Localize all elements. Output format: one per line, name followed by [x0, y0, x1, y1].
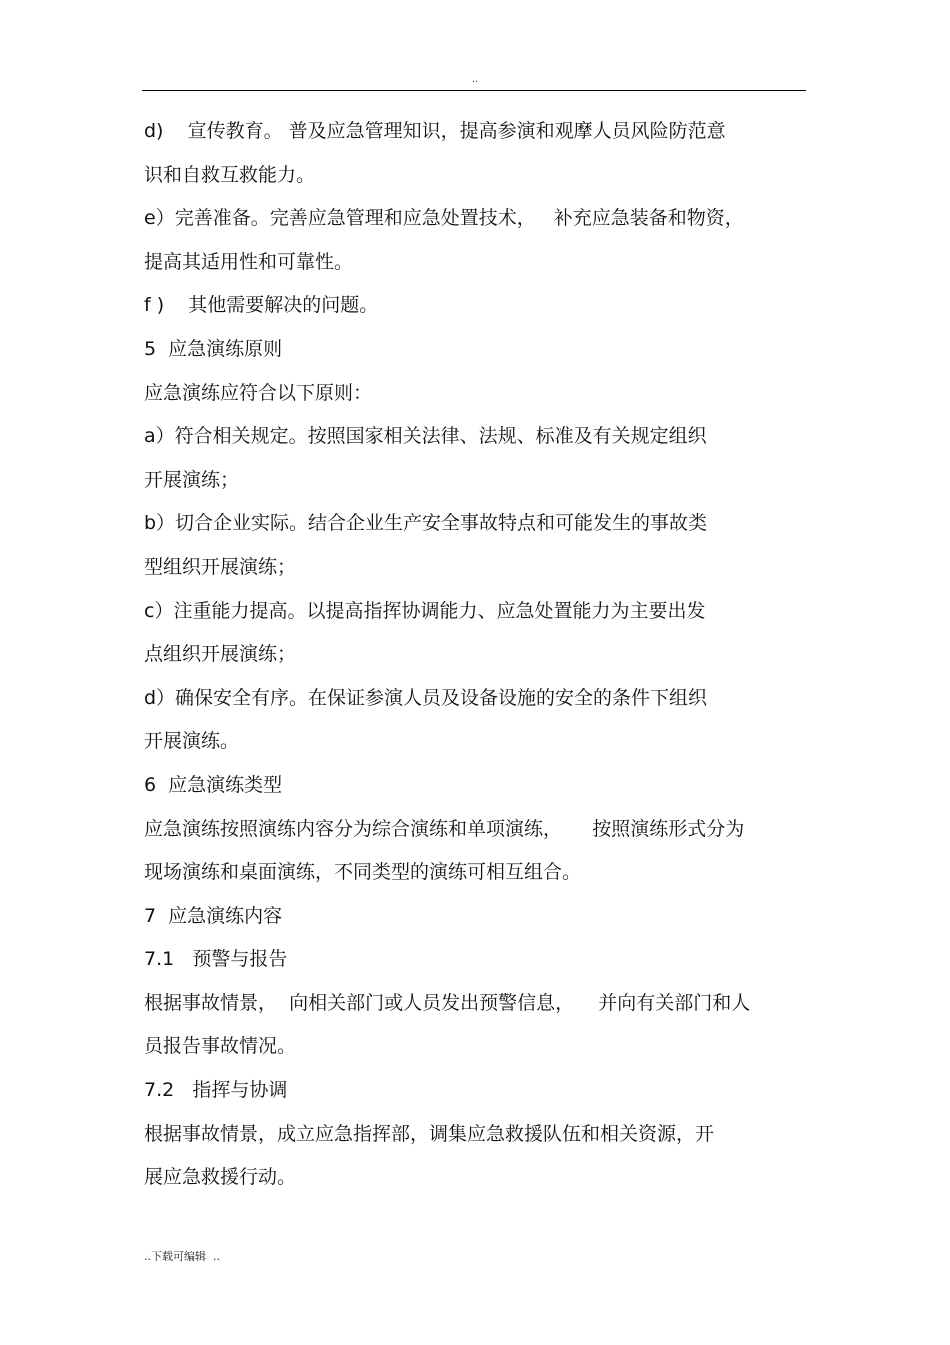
text-line: f ) 其他需要解决的问题。	[144, 294, 379, 317]
text-line: 点组织开展演练；	[144, 643, 297, 666]
section-heading: 7 应急演练内容	[144, 904, 283, 927]
subsection-heading: 7.2 指挥与协调	[144, 1079, 288, 1102]
text-line: 应急演练应符合以下原则：	[144, 381, 373, 404]
section-heading: 5 应急演练原则	[144, 337, 283, 360]
text-line: e）完善准备。完善应急管理和应急处置技术， 补充应急装备和物资，	[144, 207, 744, 230]
header-divider	[142, 90, 806, 91]
text-line: 开展演练；	[144, 468, 240, 491]
text-line: 提高其适用性和可靠性。	[144, 250, 354, 273]
text-line: d）确保安全有序。在保证参演人员及设备设施的安全的条件下组织	[144, 686, 708, 709]
document-body	[144, 110, 804, 1200]
text-line: 员报告事故情况。	[144, 1035, 297, 1058]
text-line: 识和自救互救能力。	[144, 163, 316, 186]
text-line: 根据事故情景， 向相关部门或人员发出预警信息， 并向有关部门和人	[144, 991, 751, 1014]
text-line: 现场演练和桌面演练，不同类型的演练可相互组合。	[144, 861, 582, 884]
header-mark: ..	[471, 74, 479, 85]
text-line: c）注重能力提高。以提高指挥协调能力、应急处置能力为主要出发	[144, 599, 706, 622]
text-line: 根据事故情景，成立应急指挥部，调集应急救援队伍和相关资源，开	[144, 1122, 715, 1145]
text-line: d) 宣传教育。 普及应急管理知识，提高参演和观摩人员风险防范意	[144, 120, 726, 142]
text-line: 开展演练。	[144, 730, 240, 753]
text-line: 应急演练按照演练内容分为综合演练和单项演练， 按照演练形式分为	[144, 817, 745, 840]
section-heading: 6 应急演练类型	[144, 773, 283, 796]
subsection-heading: 7.1 预警与报告	[144, 948, 288, 971]
text-line: 型组织开展演练；	[144, 555, 297, 578]
text-line: 展应急救援行动。	[144, 1166, 297, 1189]
text-line: b）切合企业实际。结合企业生产安全事故特点和可能发生的事故类	[144, 512, 708, 535]
text-line: a）符合相关规定。按照国家相关法律、法规、标准及有关规定组织	[144, 425, 707, 448]
page-footer: ..下载可编辑 ..	[144, 1250, 220, 1263]
